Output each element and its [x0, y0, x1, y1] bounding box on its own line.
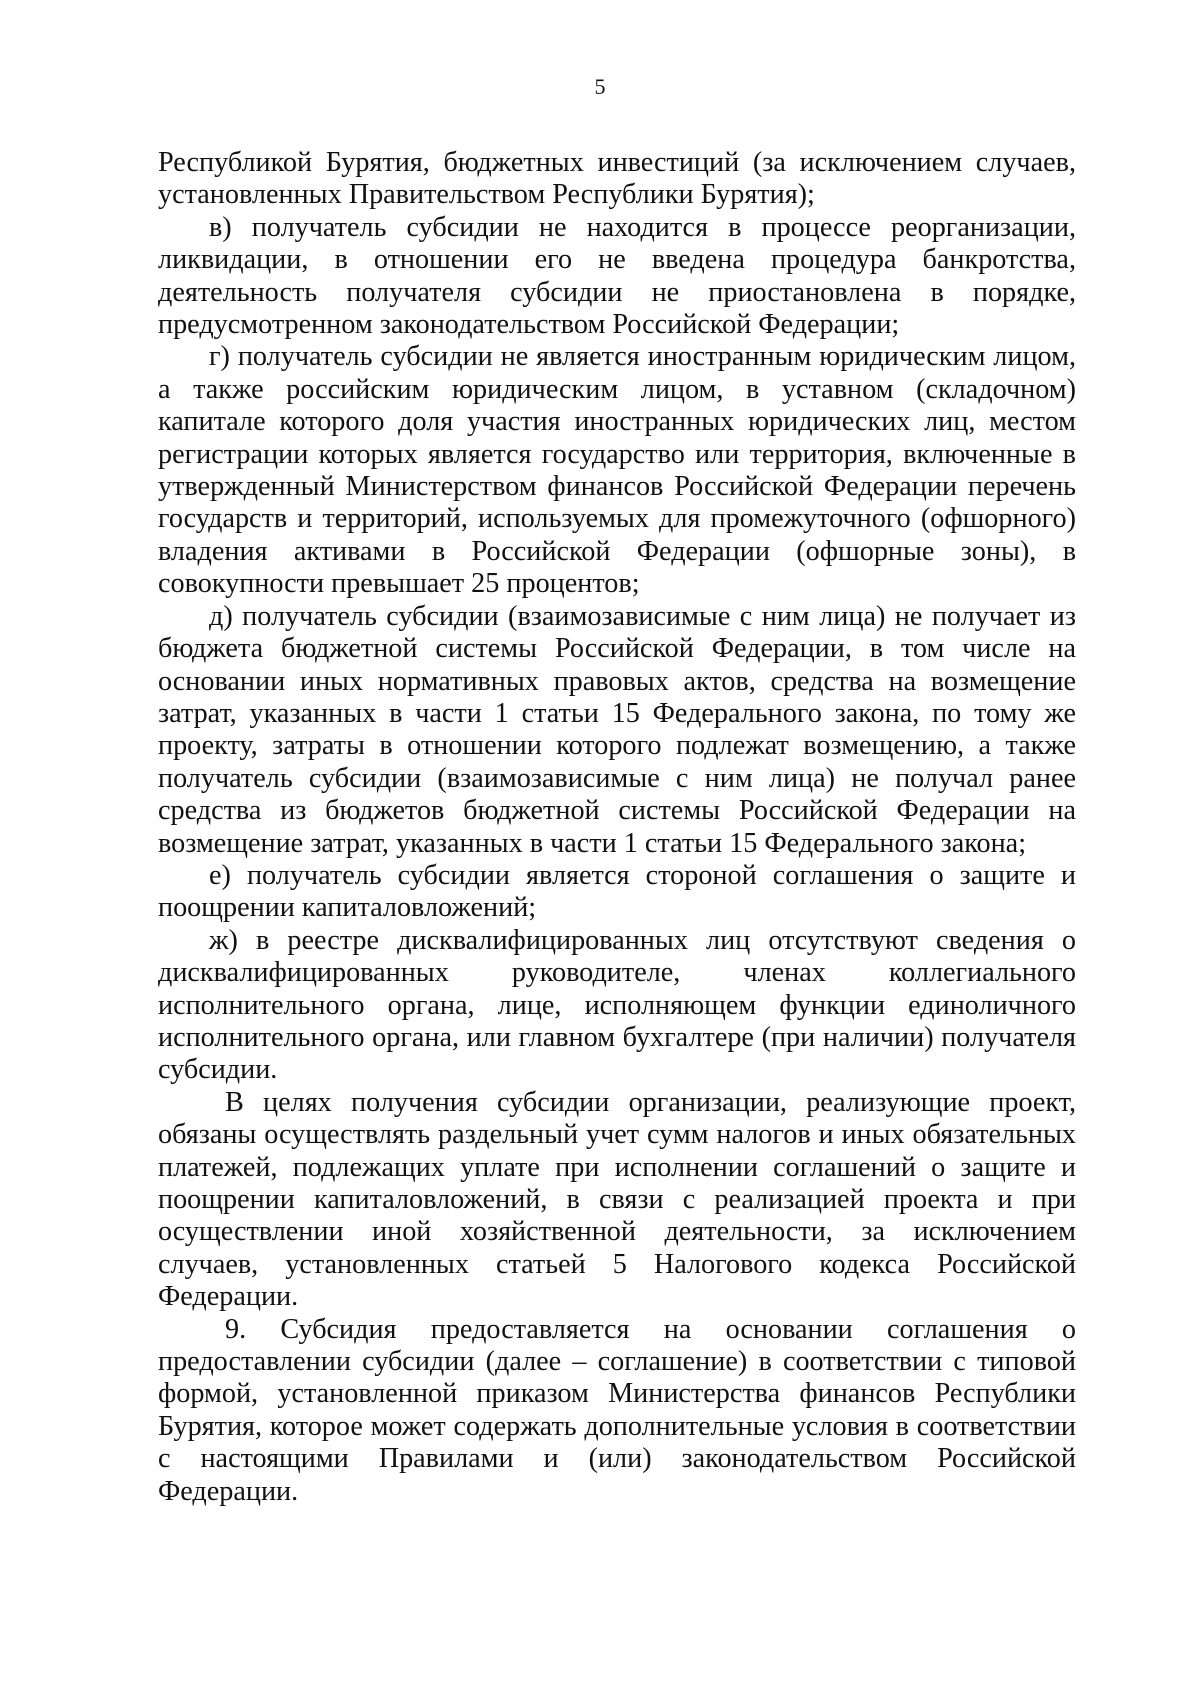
paragraph-item-g: г) получатель субсидии не является иностранным юридическим лицом, а также российским юридическим лицом, в уставном (складочном) капитале которого доля участия иностранных юридических лиц, местом регистрации которых является государство или территория, включенные в утвержденный Министерством финансов Российской Федерации перечень государств и территорий, используемых для промежуточного (офшорного) владения активами в Российской Федерации (офшорные зоны), в совокупности превышает 25 процентов;	[158, 341, 1076, 600]
paragraph-clause-9: 9. Субсидия предоставляется на основании соглашения о предоставлении субсидии (далее – соглашение) в соответствии с типовой формой, установленной приказом Министерства финансов Республики Бурятия, которое может содержать дополнительные условия в соответствии с настоящими Правилами и (или) законодательством Российской Федерации.	[158, 1313, 1076, 1507]
document-body	[158, 147, 1076, 1508]
paragraph-item-v: в) получатель субсидии не находится в процессе реорганизации, ликвидации, в отношении его не введена процедура банкротства, деятельность получателя субсидии не приостановлена в порядке, предусмотренном законодательством Российской Федерации;	[158, 211, 1076, 341]
paragraph-item-zh: ж) в реестре дисквалифицированных лиц отсутствуют сведения о дисквалифицированных руководителе, членах коллегиального исполнительного органа, лице, исполняющем функции единоличного исполнительного органа, или главном бухгалтере (при наличии) получателя субсидии.	[158, 924, 1076, 1086]
paragraph-continuation: Республикой Бурятия, бюджетных инвестиций (за исключением случаев, установленных Правительством Республики Бурятия);	[158, 147, 1076, 211]
page-number: 5	[594, 74, 606, 99]
paragraph-item-d: д) получатель субсидии (взаимозависимые с ним лица) не получает из бюджета бюджетной системы Российской Федерации, в том числе на основании иных нормативных правовых актов, средства на возмещение затрат, указанных в части 1 статьи 15 Федерального закона, по тому же проекту, затраты в отношении которого подлежат возмещению, а также получатель субсидии (взаимозависимые с ним лица) не получал ранее средства из бюджетов бюджетной системы Российской Федерации на возмещение затрат, указанных в части 1 статьи 15 Федерального закона;	[158, 600, 1076, 859]
paragraph-item-e: е) получатель субсидии является стороной соглашения о защите и поощрении капиталовложений;	[158, 859, 1076, 924]
paragraph-separate-accounting: В целях получения субсидии организации, реализующие проект, обязаны осуществлять раздельный учет сумм налогов и иных обязательных платежей, подлежащих уплате при исполнении соглашений о защите и поощрении капиталовложений, в связи с реализацией проекта и при осуществлении иной хозяйственной деятельности, за исключением случаев, установленных статьей 5 Налогового кодекса Российской Федерации.	[158, 1086, 1076, 1313]
